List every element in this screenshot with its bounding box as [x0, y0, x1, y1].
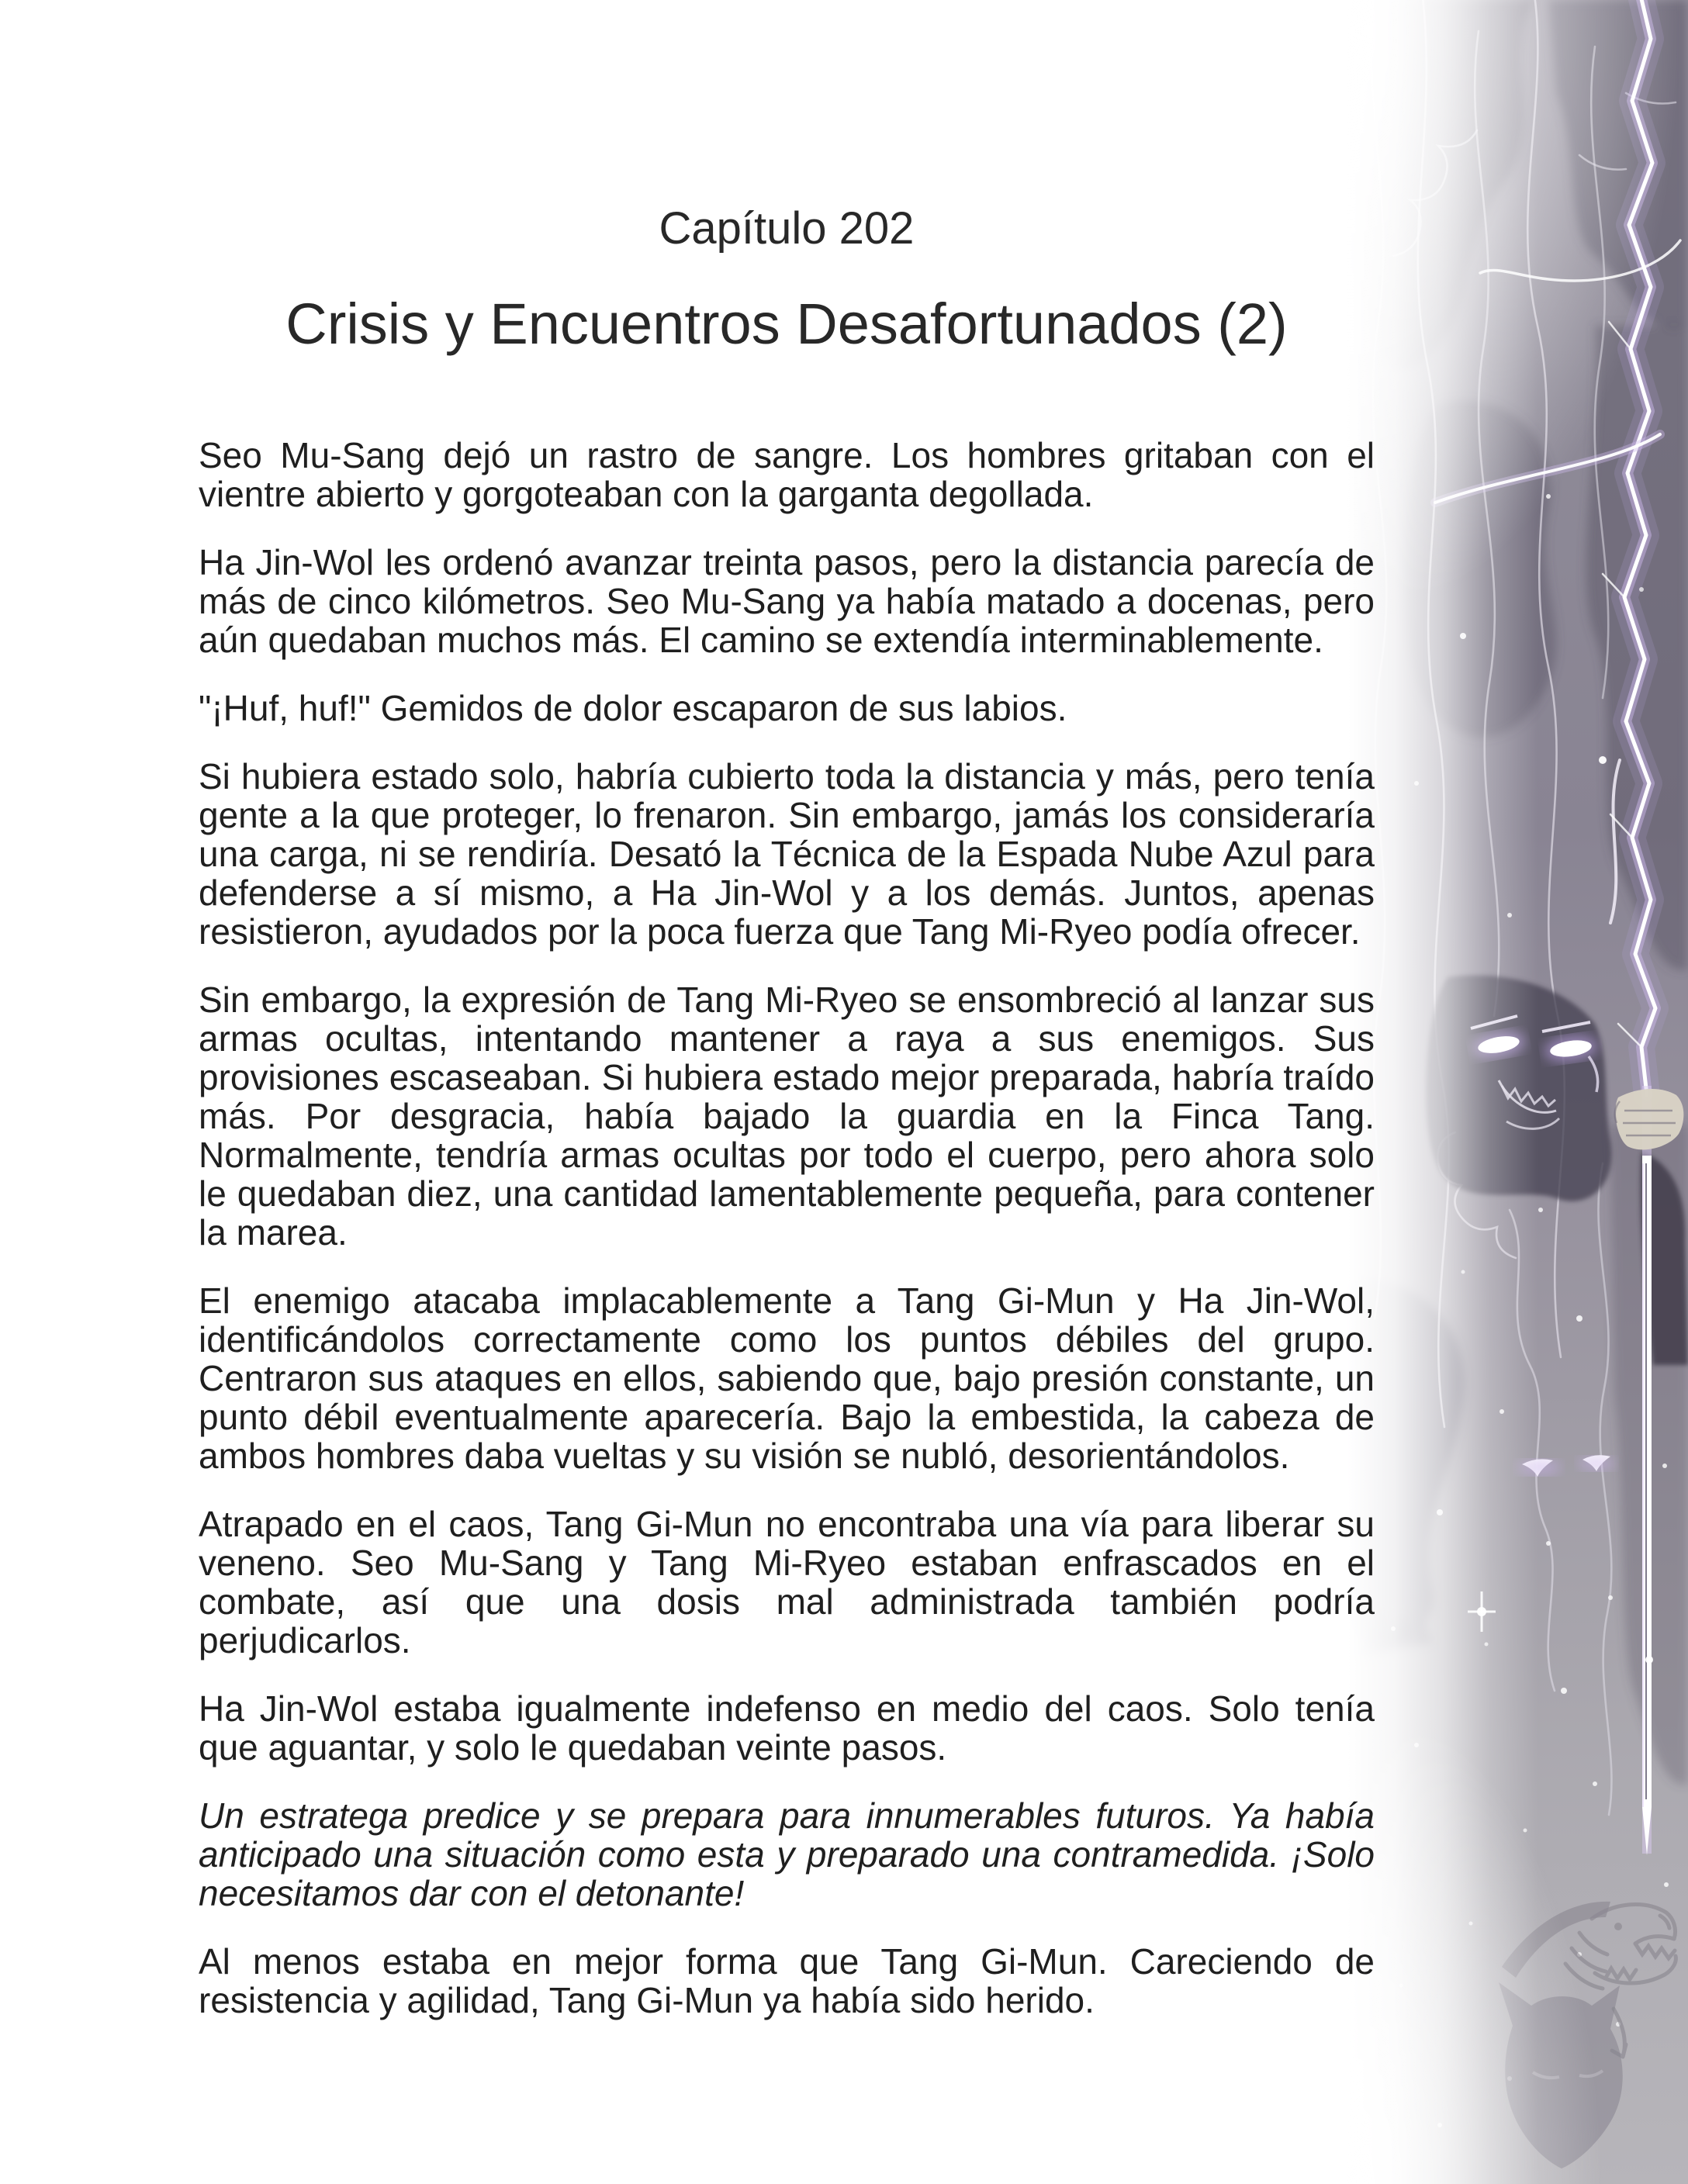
- paragraph: El enemigo atacaba implacablemente a Tang Gi-Mun y Ha Jin-Wol, identificándolos correctamente como los puntos débiles del grupo. Centraron sus ataques en ellos, sabiendo que, bajo presión constante, un punto débil eventualmente aparecería. Bajo la embestida, la cabeza de ambos hombres daba vueltas y su visión se nubló, desorientándolos.: [199, 1280, 1375, 1476]
- corner-fade-bottom: [1347, 1691, 1610, 2184]
- energy-sword-icon: [1642, 1086, 1652, 1855]
- chapter-number: Capítulo 202: [659, 203, 915, 254]
- paragraph: "¡Huf, huf!" Gemidos de dolor escaparon de sus labios.: [199, 688, 1067, 728]
- chapter-heading: [199, 203, 1375, 356]
- paragraph: Si hubiera estado solo, habría cubierto toda la distancia y más, pero tenía gente a la que proteger, lo frenaron. Sin embargo, jamás los consideraría una carga, ni se rendiría. Desató la Técnica de la Espada Nube Azul para defenderse a sí mismo, a Ha Jin-Wol y a los demás. Juntos, apenas resistieron, ayudados por la poca fuerza que Tang Mi-Ryeo podía ofrecer.: [199, 756, 1375, 952]
- paragraph: Al menos estaba en mejor forma que Tang Gi-Mun. Careciendo de resistencia y agilidad, Tang Gi-Mun ya había sido herido.: [199, 1941, 1375, 2020]
- paragraph: Sin embargo, la expresión de Tang Mi-Ryeo se ensombreció al lanzar sus armas ocultas, intentando mantener a raya a sus enemigos. Sus provisiones escaseaban. Si hubiera estado mejor preparada, habría traído más. Por desgracia, había bajado la guardia en la Finca Tang. Normalmente, tendría armas ocultas por todo el cuerpo, pero ahora solo le quedaban diez, una cantidad lamentablemente pequeña, para contener la marea.: [199, 980, 1375, 1253]
- side-artwork: [1347, 0, 1688, 2184]
- body-text: [199, 436, 1375, 2020]
- corner-fade-top: [1347, 0, 1688, 698]
- paragraph: Atrapado en el caos, Tang Gi-Mun no encontraba una vía para liberar su veneno. Seo Mu-Sang y Tang Mi-Ryeo estaban enfrascados en el combate, así que una dosis mal administrada también podría perjudicarlos.: [199, 1504, 1375, 1660]
- side-artwork-canvas: [1347, 0, 1688, 2184]
- paragraph: Ha Jin-Wol les ordenó avanzar treinta pasos, pero la distancia parecía de más de cinco kilómetros. Seo Mu-Sang ya había matado a docenas, pero aún quedaban muchos más. El camino se extendía interminablemente.: [199, 542, 1375, 660]
- paragraph-strategist-thought: Un estratega predice y se prepara para innumerables futuros. Ya había anticipado una situación como esta y preparado una contramedida. ¡Solo necesitamos dar con el detonante!: [199, 1795, 1375, 1913]
- chapter-title: Crisis y Encuentros Desafortunados (2): [285, 292, 1288, 356]
- paragraph: Ha Jin-Wol estaba igualmente indefenso en medio del caos. Solo tenía que aguantar, y solo le quedaban veinte pasos.: [199, 1688, 1375, 1768]
- paragraph: Seo Mu-Sang dejó un rastro de sangre. Los hombres gritaban con el vientre abierto y gorgoteaban con la garganta degollada.: [199, 435, 1375, 514]
- chapter-content: [199, 0, 1375, 2049]
